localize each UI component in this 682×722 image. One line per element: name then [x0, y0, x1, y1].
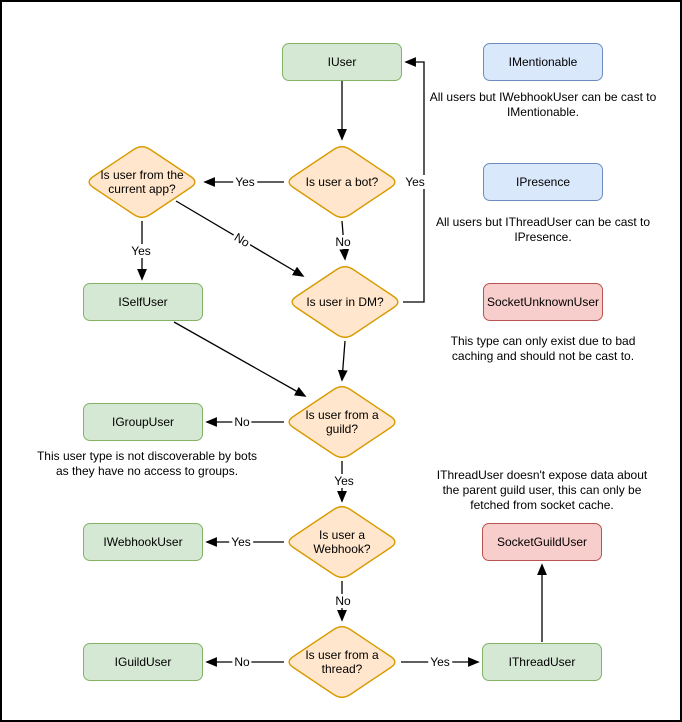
edge-label-thread-to-iguild: No	[234, 655, 250, 669]
node-iguilduser-label: IGuildUser	[114, 655, 172, 669]
node-igroupuser-label: IGroupUser	[111, 415, 175, 429]
edge-label-webhook-to-thread: No	[335, 594, 351, 608]
node-imentionable	[483, 43, 603, 81]
decision-is-user-from-guild	[283, 382, 401, 462]
decision-is-user-from-current-app	[83, 142, 201, 222]
edge-label-bot-to-app: Yes	[235, 175, 255, 189]
edge-label-guild-to-webhook: Yes	[334, 474, 354, 488]
node-socketguilduser-label: SocketGuildUser	[496, 535, 588, 549]
note-ithreaduser: IThreadUser doesn't expose data about the parent guild user, this can only be fetched from socket cache.	[436, 468, 648, 512]
node-iwebhookuser-label: IWebhookUser	[103, 535, 183, 549]
decision-is-user-from-thread-label: Is user from a thread?	[305, 647, 379, 676]
decision-is-user-a-webhook	[283, 502, 401, 582]
node-iguilduser	[83, 643, 203, 681]
decision-is-user-a-bot	[283, 142, 401, 222]
edge-label-webhook-to-iwebhook: Yes	[231, 535, 251, 549]
node-ithreaduser-label: IThreadUser	[508, 655, 576, 669]
decision-is-user-from-thread	[283, 622, 401, 702]
node-iselfuser	[83, 283, 203, 321]
edge-label-app-to-dm: No	[231, 230, 253, 250]
decision-is-user-in-dm-label: Is user in DM?	[306, 294, 384, 309]
decision-is-user-from-guild-label: Is user from a guild?	[305, 407, 379, 436]
node-socketunknownuser	[483, 283, 603, 321]
edge-label-thread-to-ithread: Yes	[430, 655, 450, 669]
edge-label-guild-to-group: No	[234, 415, 250, 429]
node-iselfuser-label: ISelfUser	[118, 295, 168, 309]
edge-label-bot-to-dm: No	[335, 235, 351, 249]
note-imentionable: All users but IWebhookUser can be cast to IMentionable.	[429, 90, 657, 119]
node-iuser-label: IUser	[327, 55, 357, 69]
node-igroupuser	[83, 403, 203, 441]
edge-isdm-to-isguild	[342, 341, 345, 380]
decision-is-user-from-current-app-label: Is user from the current app?	[100, 167, 184, 196]
node-socketunknownuser-label: SocketUnknownUser	[486, 295, 600, 309]
node-ithreaduser	[482, 643, 602, 681]
note-socketunknownuser: This type can only exist due to bad caching and should not be cast to.	[450, 334, 636, 363]
note-igroupuser: This user type is not discoverable by bots as they have no access to groups.	[36, 449, 258, 478]
node-socketguilduser	[482, 523, 602, 561]
decision-is-user-in-dm	[286, 262, 404, 342]
node-ipresence	[483, 163, 603, 201]
node-imentionable-label: IMentionable	[508, 55, 578, 69]
node-iwebhookuser	[83, 523, 203, 561]
node-iuser	[282, 43, 402, 81]
decision-is-user-a-webhook-label: Is user a Webhook?	[313, 527, 371, 556]
edge-label-dm-to-iuser: Yes	[405, 175, 425, 189]
note-ipresence: All users but IThreadUser can be cast to IPresence.	[435, 215, 651, 244]
node-ipresence-label: IPresence	[515, 175, 571, 189]
edge-label-app-to-self: Yes	[131, 244, 151, 258]
decision-is-user-a-bot-label: Is user a bot?	[305, 174, 379, 189]
